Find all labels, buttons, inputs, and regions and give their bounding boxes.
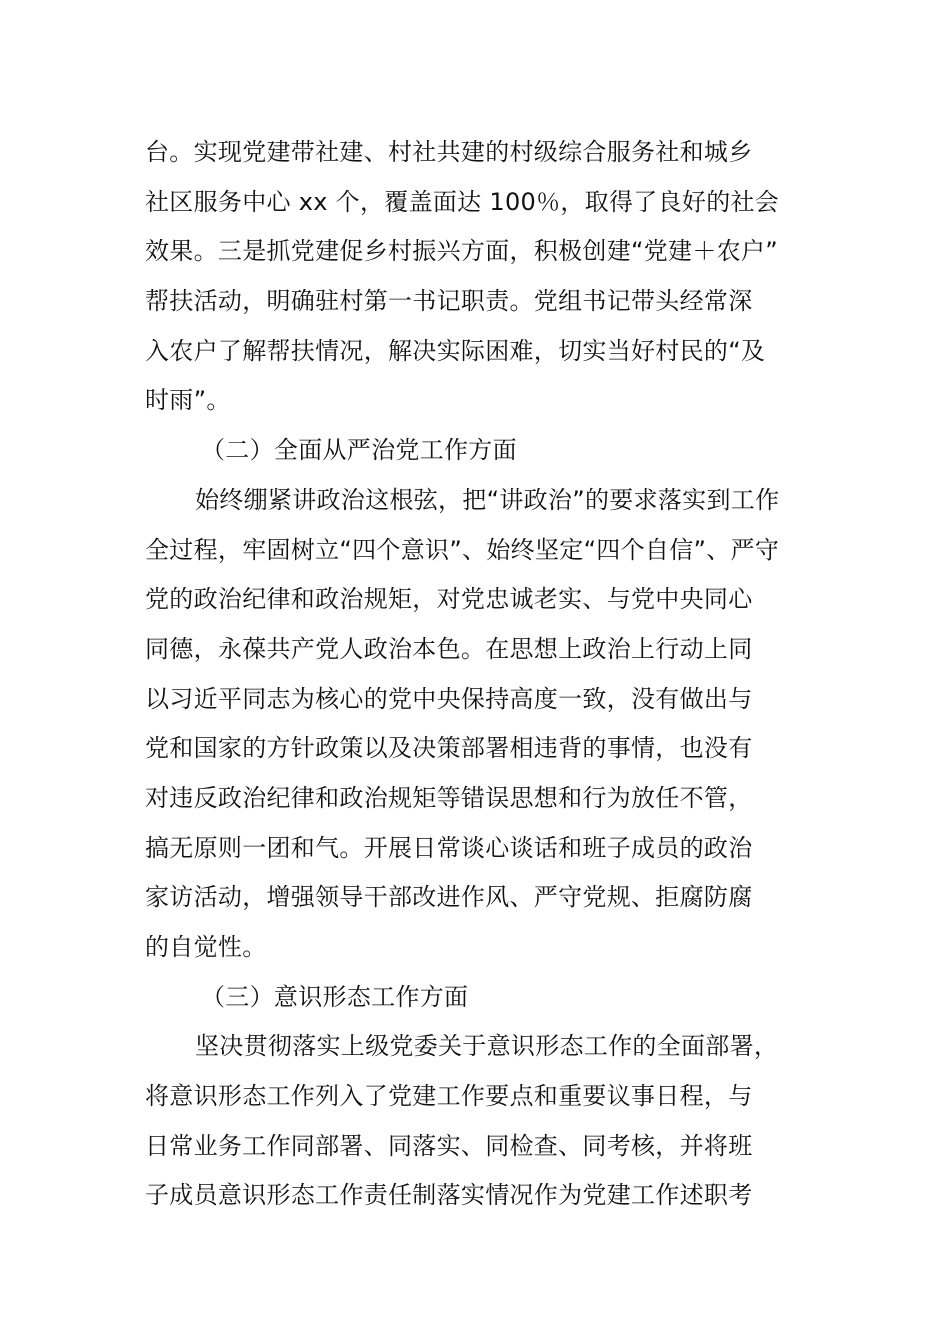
text-line: 对违反政治纪律和政治规矩等错误思想和行为放任不管， (145, 783, 753, 812)
text-line: 社区服务中心 xx 个，覆盖面达 100％，取得了良好的社会 (145, 187, 780, 216)
text-line: 的自觉性。 (145, 933, 267, 961)
text-line: 同德，永葆共产党人政治本色。在思想上政治上行动上同 (145, 634, 753, 663)
text-line: 全过程，牢固树立“四个意识”、始终坚定“四个自信”、严守 (145, 535, 780, 564)
text-line: 时雨”。 (145, 386, 231, 415)
text-line: 党和国家的方针政策以及决策部署相违背的事情，也没有 (145, 734, 753, 763)
text-line: 入农户了解帮扶情况，解决实际困难，切实当好村民的“及 (145, 336, 766, 365)
text-line: 台。实现党建带社建、村社共建的村级综合服务社和城乡 (145, 138, 753, 166)
text-line: 家访活动，增强领导干部改进作风、严守党规、拒腐防腐 (145, 883, 753, 912)
text-line: 党的政治纪律和政治规矩，对党忠诚老实、与党中央同心 (145, 585, 753, 614)
section-heading-2: （二）全面从严治党工作方面 (201, 436, 517, 465)
document-body (145, 128, 835, 1221)
text-line: 子成员意识形态工作责任制落实情况作为党建工作述职考 (145, 1181, 753, 1210)
text-line: 日常业务工作同部署、同落实、同检查、同考核，并将班 (145, 1131, 753, 1160)
paragraph-first-line: 始终绷紧讲政治这根弦，把“讲政治”的要求落实到工作 (195, 485, 780, 514)
text-line: 将意识形态工作列入了党建工作要点和重要议事日程，与 (145, 1082, 753, 1111)
text-line: 以习近平同志为核心的党中央保持高度一致，没有做出与 (145, 684, 753, 713)
text-line: 帮扶活动，明确驻村第一书记职责。党组书记带头经常深 (145, 287, 753, 316)
section-heading-3: （三）意识形态工作方面 (201, 982, 469, 1011)
paragraph-first-line: 坚决贯彻落实上级党委关于意识形态工作的全面部署， (195, 1032, 779, 1061)
text-line: 效果。三是抓党建促乡村振兴方面，积极创建“党建＋农户” (145, 237, 778, 266)
text-line: 搞无原则一团和气。开展日常谈心谈话和班子成员的政治 (145, 833, 753, 862)
